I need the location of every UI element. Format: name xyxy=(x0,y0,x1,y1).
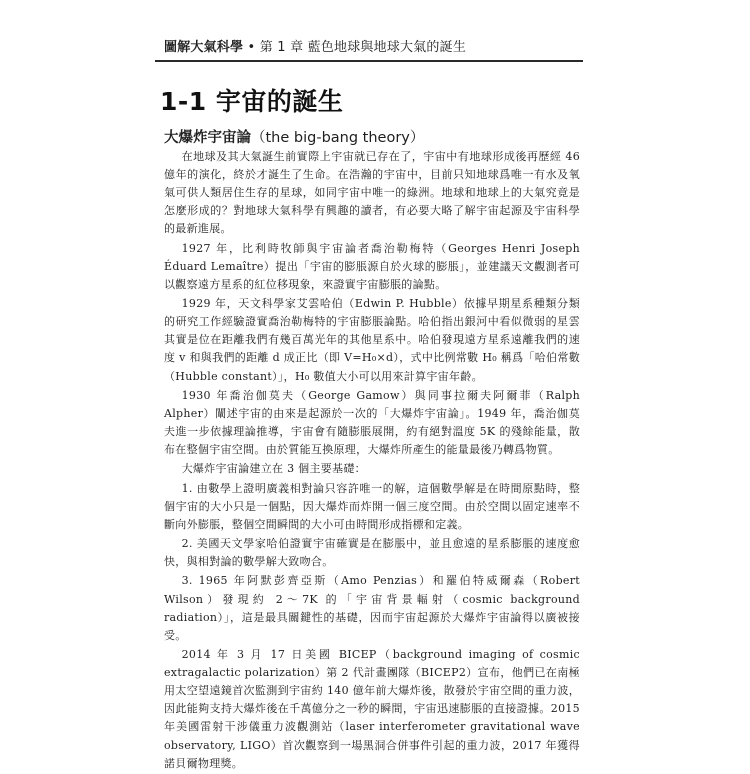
paragraph-1927: 1927 年，比利時牧師與宇宙論者喬治勒梅特（Georges Henri Joseph Éduard Lemaître）提出「宇宙的膨脹源自於火球的膨脹」，並建議天文觀測者可以觀察遠方星系的紅位移現象，來證實宇宙膨脹的論點。 xyxy=(164,241,580,291)
body-text xyxy=(164,148,580,774)
paragraph-2014: 2014 年 3 月 17 日美國 BICEP（background imaging of cosmic extragalactic polarization）第 2 代計畫團隊（BICEP2）宣布，他們已在南極用太空望遠鏡首次監測到宇宙約 140 億年前大爆炸後，散發於宇宙空間的重力波，因此能夠支持大爆炸後在千萬億分之一秒的瞬間，宇宙迅速膨脹的直接證據。2015 年美國雷射干涉儀重力波觀測站（laser interferometer gravitational wave observatory, LIGO）首次觀察到一場黑洞合併事件引起的重力波，2017 年獲得諾貝爾物理獎。 xyxy=(164,648,580,770)
book-title: 圖解大氣科學 xyxy=(164,40,244,55)
paragraph-intro: 在地球及其大氣誕生前實際上宇宙就已存在了，宇宙中有地球形成後再歷經 46 億年的演化，終於才誕生了生命。在浩瀚的宇宙中，目前只知地球爲唯一有水及氧氣可供人類居住生存的星球，如同宇宙中唯一的綠洲。地球和地球上的大氣究竟是怎麼形成的？對地球大氣科學有興趣的讀者，有必要大略了解宇宙起源及宇宙科學的最新進展。 xyxy=(164,150,580,236)
chapter-title: 第 1 章 藍色地球與地球大氣的誕生 xyxy=(259,40,467,55)
paragraph-foundations: 大爆炸宇宙論建立在 3 個主要基礎： xyxy=(181,462,366,476)
subheading-chinese: 大爆炸宇宙論 xyxy=(164,130,251,146)
running-header xyxy=(164,36,466,55)
section-title: 1-1 宇宙的誕生 xyxy=(160,87,344,116)
list-item-1: 1. 由數學上證明廣義相對論只容許唯一的解，這個數學解是在時間原點時，整個宇宙的大小只是一個點，因大爆炸而炸開一個三度空間。由於空間以固定速率不斷向外膨脹，整個空間瞬間的大小可由時間形成指標和定義。 xyxy=(164,481,580,531)
header-separator: • xyxy=(247,40,256,55)
subheading-english: （the big-bang theory） xyxy=(251,130,425,146)
header-rule xyxy=(155,60,583,62)
list-item-2: 2. 美國天文學家哈伯證實宇宙確實是在膨脹中，並且愈遠的星系膨脹的速度愈快，與相對論的數學解大致吻合。 xyxy=(164,537,580,569)
list-item-3: 3. 1965 年阿默彭齊亞斯（Amo Penzias）和羅伯特威爾森（Robert Wilson）發現約 2～7K 的「宇宙背景輻射（cosmic background radiation）」，這是最具關鍵性的基礎，因而宇宙起源於大爆炸宇宙論得以廣被接受。 xyxy=(164,574,580,642)
subheading xyxy=(164,126,424,147)
paragraph-1930: 1930 年喬治伽莫夫（George Gamow）與同事拉爾夫阿爾菲（Ralph Alpher）闡述宇宙的由來是起源於一次的「大爆炸宇宙論」。1949 年，喬治伽莫夫進一步依據理論推導，宇宙會有隨膨脹展開，約有絕對溫度 5K 的殘餘能量，散布在整個宇宙空間。由於質能互換原理，大爆炸所產生的能量最後乃轉爲物質。 xyxy=(164,388,580,457)
paragraph-1929: 1929 年，天文科學家艾雲哈伯（Edwin P. Hubble）依據早期星系種類分類的研究工作經驗證實喬治勒梅特的宇宙膨脹論點。哈伯指出銀河中看似微弱的星雲其實是位在距離我們有幾百萬光年的其他星系中。哈伯發現遠方星系遠離我們的速度 v 和與我們的距離 d 成正比（即 V=H₀×d），式中比例常數 H₀ 稱爲「哈伯常數（Hubble constant）」，H₀ 數值大小可以用來計算宇宙年齡。 xyxy=(164,297,580,383)
